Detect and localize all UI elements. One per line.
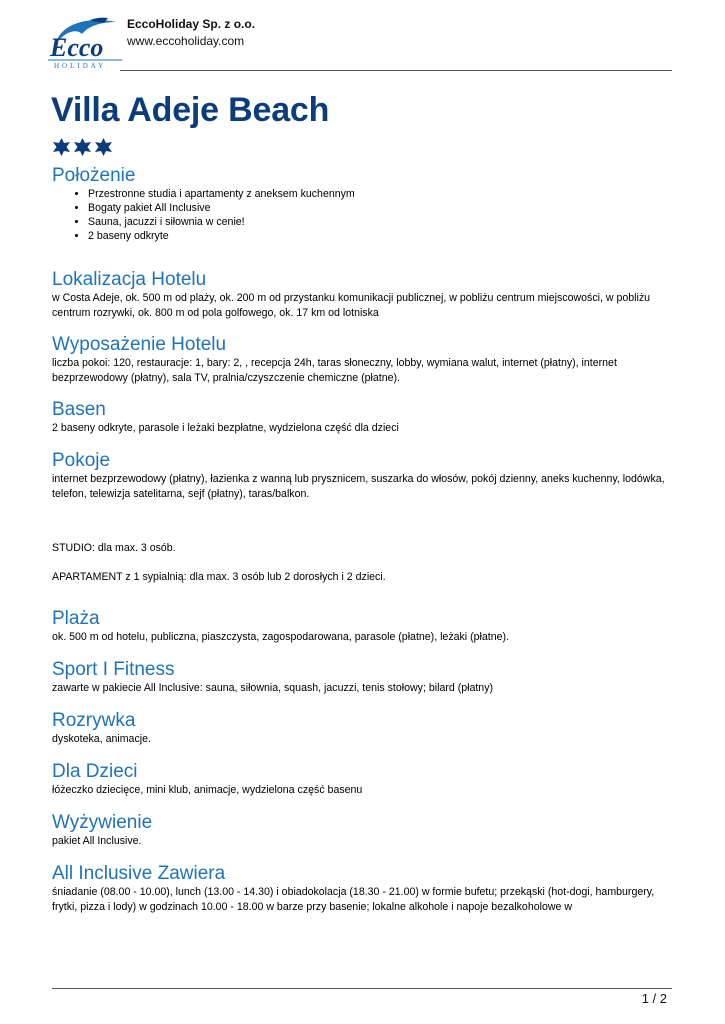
hotel-title: Villa Adeje Beach xyxy=(51,91,330,129)
header-divider xyxy=(120,70,672,71)
section-text-pokoje: internet bezprzewodowy (płatny), łazienka z wanną lub prysznicem, suszarka do włosów, pokój dzienny, aneks kuchenny, lodówka, telefon, telewizja satelitarna, sejf (płatny), taras/balkon. xyxy=(52,473,665,500)
list-item: • 2 baseny odkryte xyxy=(88,229,677,243)
star-rating xyxy=(51,137,114,157)
section-heading-dzieci: Dla Dzieci xyxy=(52,761,138,782)
section-heading-wyzywienie: Wyżywienie xyxy=(52,812,153,833)
logo-wordmark: Ecco xyxy=(50,33,104,62)
company-name: EccoHoliday Sp. z o.o. xyxy=(127,17,256,31)
section-text-wyzywienie: pakiet All Inclusive. xyxy=(52,835,142,847)
section-heading-rozrywka: Rozrywka xyxy=(52,710,136,731)
room-type-apartament: APARTAMENT z 1 sypialnią: dla max. 3 osób lub 2 dorosłych i 2 dzieci. xyxy=(52,571,386,583)
star-icon xyxy=(51,137,72,157)
highlights-list xyxy=(52,187,677,243)
section-text-allinclusive: śniadanie (08.00 - 10.00), lunch (13.00 - 14.30) i obiadokolacja (18.30 - 21.00) w formie bufetu; przekąski (hot-dogi, hamburgery, frytki, pizza i lody) w godzinach 10.00 - 18.00 w barze przy basenie; lokalne alkohole i napoje bezalkoholowe w xyxy=(52,886,655,913)
footer-divider xyxy=(52,988,672,989)
section-text-dzieci: łóżeczko dziecięce, mini klub, animacje, wydzielona część basenu xyxy=(52,784,363,796)
section-heading-wyposazenie: Wyposażenie Hotelu xyxy=(52,334,227,355)
section-heading-plaza: Plaża xyxy=(52,608,100,629)
section-text-rozrywka: dyskoteka, animacje. xyxy=(52,733,151,745)
section-text-sport: zawarte w pakiecie All Inclusive: sauna, siłownia, squash, jacuzzi, tenis stołowy; bilard (płatny) xyxy=(52,682,494,694)
list-item: • Sauna, jacuzzi i siłownia w cenie! xyxy=(88,215,677,229)
section-text-wyposazenie: liczba pokoi: 120, restauracje: 1, bary: 2, , recepcja 24h, taras słoneczny, lobby, wymiana walut, internet (płatny), internet bezprzewodowy (płatny), sala TV, pralnia/czyszczenie chemiczne (płatne). xyxy=(52,357,617,384)
section-text-plaza: ok. 500 m od hotelu, publiczna, piaszczysta, zagospodarowana, parasole (płatne), leżaki (płatne). xyxy=(52,631,509,643)
star-icon xyxy=(72,137,93,157)
section-heading-allinclusive: All Inclusive Zawiera xyxy=(52,863,226,884)
section-heading-lokalizacja: Lokalizacja Hotelu xyxy=(52,269,207,290)
list-item: • Przestronne studia i apartamenty z aneksem kuchennym xyxy=(88,187,677,201)
list-item: • Bogaty pakiet All Inclusive xyxy=(88,201,677,215)
star-icon xyxy=(93,137,114,157)
section-heading-sport: Sport I Fitness xyxy=(52,659,175,680)
hotel-description xyxy=(52,165,677,915)
section-text-lokalizacja: w Costa Adeje, ok. 500 m od plaży, ok. 200 m od przystanku komunikacji publicznej, w pobliżu centrum miejscowości, w pobliżu centrum rozrywki, ok. 800 m od pola golfowego, ok. 17 km od lotniska xyxy=(52,292,651,319)
company-url[interactable]: www.eccoholiday.com xyxy=(127,34,245,48)
section-text-basen: 2 baseny odkryte, parasole i leżaki bezpłatne, wydzielona część dla dzieci xyxy=(52,422,399,434)
section-heading-polozenie: Położenie xyxy=(52,165,136,186)
room-type-studio: STUDIO: dla max. 3 osób. xyxy=(52,542,176,554)
logo-subtext: HOLIDAY xyxy=(54,62,107,70)
section-heading-pokoje: Pokoje xyxy=(52,450,111,471)
section-heading-basen: Basen xyxy=(52,399,106,420)
page-number: 1 / 2 xyxy=(641,991,667,1006)
ecco-holiday-logo xyxy=(46,14,124,70)
